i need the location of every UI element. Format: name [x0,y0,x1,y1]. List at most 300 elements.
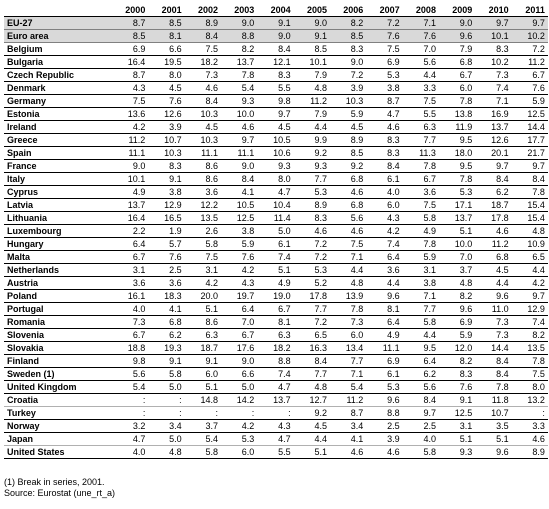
value-cell: 8.3 [439,368,475,381]
value-cell: 13.7 [257,394,293,407]
value-cell: 5.0 [148,433,184,446]
value-cell: 7.6 [439,381,475,394]
value-cell: 7.5 [512,368,548,381]
value-cell: 9.0 [330,56,366,69]
value-cell: 17.6 [221,342,257,355]
value-cell: 6.7 [512,69,548,82]
value-cell: 5.3 [294,264,330,277]
value-cell: 6.8 [330,199,366,212]
value-cell: 5.4 [221,82,257,95]
value-cell: 7.2 [294,238,330,251]
value-cell: 4.7 [112,433,148,446]
value-cell: 4.8 [294,82,330,95]
value-cell: 4.2 [221,420,257,433]
value-cell: 7.3 [185,69,221,82]
country-name: Portugal [4,303,112,316]
value-cell: 9.5 [403,342,439,355]
value-cell: 7.1 [330,368,366,381]
country-name: Finland [4,355,112,368]
country-name: Hungary [4,238,112,251]
table-row [4,225,548,238]
value-cell: : [112,394,148,407]
value-cell: 8.4 [512,173,548,186]
value-cell: 8.7 [112,17,148,30]
value-cell: 8.3 [257,69,293,82]
value-cell: 4.4 [512,264,548,277]
value-cell: 4.4 [403,329,439,342]
value-cell: 4.6 [512,433,548,446]
value-cell: 4.7 [257,186,293,199]
value-cell: 7.4 [366,238,402,251]
value-cell: 12.6 [148,108,184,121]
country-name: Slovenia [4,329,112,342]
value-cell: 9.0 [221,355,257,368]
value-cell: 8.4 [257,43,293,56]
value-cell: 7.9 [439,43,475,56]
value-cell: 20.0 [185,290,221,303]
value-cell: 7.5 [403,199,439,212]
year-header: 2011 [512,4,548,17]
value-cell: : [221,407,257,420]
table-row [4,43,548,56]
table-row [4,56,548,69]
value-cell: 8.7 [330,407,366,420]
value-cell: 10.4 [257,199,293,212]
value-cell: 7.7 [403,134,439,147]
value-cell: 4.8 [294,381,330,394]
value-cell: 3.6 [112,277,148,290]
value-cell: 18.2 [185,56,221,69]
value-cell: 12.1 [257,56,293,69]
value-cell: 5.1 [475,433,511,446]
table-row [4,147,548,160]
value-cell: 10.3 [330,95,366,108]
value-cell: 9.5 [439,160,475,173]
value-cell: 3.6 [148,277,184,290]
value-cell: 9.1 [257,17,293,30]
value-cell: 7.8 [403,238,439,251]
value-cell: 8.3 [366,147,402,160]
country-name: Norway [4,420,112,433]
table-row [4,303,548,316]
value-cell: 9.1 [148,173,184,186]
value-cell: 7.4 [512,316,548,329]
value-cell: 9.3 [294,160,330,173]
value-cell: 6.4 [112,238,148,251]
value-cell: 9.6 [475,290,511,303]
table-row [4,290,548,303]
value-cell: 9.7 [512,160,548,173]
value-cell: 4.4 [330,264,366,277]
value-cell: 8.2 [439,290,475,303]
value-cell: 6.1 [366,173,402,186]
value-cell: 5.8 [185,446,221,459]
value-cell: 7.5 [366,43,402,56]
value-cell: 6.6 [148,43,184,56]
value-cell: 5.3 [439,186,475,199]
value-cell: 13.7 [475,121,511,134]
value-cell: 21.7 [512,147,548,160]
value-cell: 10.3 [185,134,221,147]
value-cell: 10.0 [439,238,475,251]
value-cell: 8.8 [221,30,257,43]
value-cell: 7.6 [148,251,184,264]
value-cell: 16.4 [112,212,148,225]
value-cell: 9.1 [439,394,475,407]
table-row [4,212,548,225]
value-cell: 13.7 [112,199,148,212]
value-cell: 5.2 [294,277,330,290]
value-cell: 14.4 [475,342,511,355]
value-cell: 6.2 [148,329,184,342]
value-cell: 6.5 [512,251,548,264]
value-cell: 4.9 [112,186,148,199]
value-cell: 4.5 [475,264,511,277]
value-cell: 8.4 [475,355,511,368]
country-name: Japan [4,433,112,446]
value-cell: 10.6 [257,147,293,160]
value-cell: 3.7 [439,264,475,277]
value-cell: 18.7 [185,342,221,355]
value-cell: 6.9 [366,355,402,368]
value-cell: 3.8 [366,82,402,95]
value-cell: 4.1 [330,433,366,446]
value-cell: 18.2 [257,342,293,355]
value-cell: 3.8 [148,186,184,199]
value-cell: 8.5 [112,30,148,43]
value-cell: 10.7 [475,407,511,420]
value-cell: 20.1 [475,147,511,160]
value-cell: 9.7 [512,17,548,30]
value-cell: 4.3 [112,82,148,95]
value-cell: 6.1 [366,368,402,381]
country-name: Estonia [4,108,112,121]
country-name: Germany [4,95,112,108]
value-cell: 8.2 [221,43,257,56]
value-cell: 7.2 [366,17,402,30]
country-name: Turkey [4,407,112,420]
table-row [4,82,548,95]
country-name: Czech Republic [4,69,112,82]
value-cell: 7.4 [257,251,293,264]
value-cell: 11.9 [439,121,475,134]
value-cell: 13.7 [439,212,475,225]
country-name: France [4,160,112,173]
value-cell: 5.6 [330,212,366,225]
country-name: Croatia [4,394,112,407]
value-cell: 4.5 [257,121,293,134]
value-cell: 7.9 [294,69,330,82]
value-cell: 8.9 [512,446,548,459]
value-cell: 3.9 [330,82,366,95]
value-cell: 4.6 [330,186,366,199]
value-cell: 13.2 [512,394,548,407]
country-name: Greece [4,134,112,147]
table-row [4,407,548,420]
country-name: Spain [4,147,112,160]
value-cell: : [185,407,221,420]
value-cell: 11.2 [475,238,511,251]
value-cell: 5.9 [221,238,257,251]
value-cell: 5.3 [366,381,402,394]
value-cell: 11.1 [185,147,221,160]
value-cell: 9.2 [330,160,366,173]
value-cell: 19.7 [221,290,257,303]
value-cell: 5.3 [221,433,257,446]
value-cell: 11.1 [112,147,148,160]
footnote: (1) Break in series, 2001. [4,477,105,487]
value-cell: 7.9 [294,108,330,121]
value-cell: 9.6 [366,290,402,303]
value-cell: 4.6 [330,446,366,459]
year-header: 2001 [148,4,184,17]
value-cell: 8.0 [512,381,548,394]
value-cell: 7.6 [403,30,439,43]
value-cell: 6.0 [330,329,366,342]
value-cell: 5.0 [221,381,257,394]
value-cell: 7.6 [221,251,257,264]
value-cell: 4.6 [294,225,330,238]
value-cell: 13.5 [512,342,548,355]
value-cell: 10.1 [294,56,330,69]
value-cell: 5.6 [403,56,439,69]
value-cell: 7.0 [403,43,439,56]
value-cell: 19.5 [148,56,184,69]
value-cell: 8.5 [330,30,366,43]
value-cell: 4.0 [112,446,148,459]
value-cell: 15.4 [512,212,548,225]
value-cell: 8.4 [294,355,330,368]
value-cell: 6.9 [439,316,475,329]
value-cell: 6.7 [403,173,439,186]
value-cell: 9.6 [439,303,475,316]
value-cell: : [512,407,548,420]
value-cell: 9.1 [148,355,184,368]
value-cell: 14.2 [221,394,257,407]
value-cell: 5.9 [330,108,366,121]
value-cell: 7.7 [294,303,330,316]
value-cell: 7.6 [512,82,548,95]
value-cell: 11.0 [475,303,511,316]
country-name: Austria [4,277,112,290]
value-cell: 11.8 [475,394,511,407]
value-cell: 8.4 [221,173,257,186]
value-cell: 8.4 [185,95,221,108]
value-cell: 2.5 [366,420,402,433]
table-row [4,446,548,459]
value-cell: 9.3 [221,95,257,108]
table-row [4,17,548,30]
value-cell: 4.8 [439,277,475,290]
value-cell: 6.7 [439,69,475,82]
value-cell: 13.5 [185,212,221,225]
value-cell: 7.7 [403,303,439,316]
country-name: Sweden (1) [4,368,112,381]
value-cell: 8.5 [294,43,330,56]
value-cell: 9.6 [366,394,402,407]
value-cell: 5.1 [439,225,475,238]
value-cell: 7.1 [403,17,439,30]
table-row [4,394,548,407]
value-cell: : [112,407,148,420]
value-cell: 6.8 [330,173,366,186]
table-row [4,420,548,433]
source-note: Source: Eurostat (une_rt_a) [4,488,116,498]
value-cell: 7.3 [475,329,511,342]
value-cell: 17.8 [475,212,511,225]
value-cell: 5.3 [294,186,330,199]
value-cell: 9.0 [257,30,293,43]
country-name: Romania [4,316,112,329]
value-cell: 3.1 [403,264,439,277]
value-cell: 10.0 [221,108,257,121]
year-header: 2007 [366,4,402,17]
value-cell: 7.8 [475,381,511,394]
value-cell: 7.2 [512,43,548,56]
country-name: United States [4,446,112,459]
value-cell: 8.7 [366,95,402,108]
value-cell: 8.7 [112,69,148,82]
year-header: 2000 [112,4,148,17]
value-cell: 10.3 [148,147,184,160]
value-cell: 3.1 [439,420,475,433]
table-row [4,160,548,173]
value-cell: 10.2 [475,56,511,69]
value-cell: 4.7 [257,381,293,394]
value-cell: 17.7 [512,134,548,147]
value-cell: 6.8 [475,251,511,264]
country-name: Ireland [4,121,112,134]
value-cell: 4.5 [330,121,366,134]
value-cell: 12.7 [294,394,330,407]
value-cell: 10.5 [257,134,293,147]
value-cell: 7.5 [330,238,366,251]
country-name: Slovakia [4,342,112,355]
year-header: 2008 [403,4,439,17]
value-cell: 9.8 [257,95,293,108]
value-cell: 6.0 [439,82,475,95]
value-cell: 8.9 [330,134,366,147]
value-cell: 5.9 [403,251,439,264]
value-cell: 7.1 [403,290,439,303]
value-cell: 3.1 [185,264,221,277]
value-cell: 4.3 [366,212,402,225]
value-cell: 3.5 [475,420,511,433]
value-cell: 5.6 [112,368,148,381]
value-cell: 13.6 [112,108,148,121]
value-cell: 9.2 [294,147,330,160]
value-cell: 3.4 [148,420,184,433]
value-cell: 6.3 [257,329,293,342]
value-cell: 12.6 [475,134,511,147]
value-cell: 4.1 [221,186,257,199]
value-cell: 8.1 [148,30,184,43]
value-cell: 9.5 [439,134,475,147]
value-cell: 8.8 [257,355,293,368]
year-header: 2009 [439,4,475,17]
value-cell: 8.1 [257,316,293,329]
value-cell: 11.3 [403,147,439,160]
value-cell: 7.0 [439,251,475,264]
value-cell: 3.7 [185,420,221,433]
value-cell: 4.6 [330,225,366,238]
table-row [4,433,548,446]
country-name: Malta [4,251,112,264]
value-cell: 6.4 [221,303,257,316]
value-cell: 5.4 [330,381,366,394]
value-cell: 6.7 [221,329,257,342]
value-cell: 10.1 [112,173,148,186]
value-cell: 7.5 [185,43,221,56]
table-footer [4,477,115,499]
value-cell: 9.1 [294,30,330,43]
value-cell: 7.1 [330,251,366,264]
value-cell: 4.3 [257,420,293,433]
country-name: Denmark [4,82,112,95]
value-cell: 5.7 [148,238,184,251]
value-cell: 6.6 [221,368,257,381]
value-cell: 11.1 [366,342,402,355]
value-cell: 6.1 [257,238,293,251]
value-cell: 13.9 [330,290,366,303]
value-cell: 7.2 [294,316,330,329]
value-cell: 6.4 [366,316,402,329]
value-cell: : [148,407,184,420]
value-cell: 7.8 [439,173,475,186]
value-cell: 9.7 [475,17,511,30]
country-name: Lithuania [4,212,112,225]
value-cell: 9.7 [221,134,257,147]
value-cell: 1.9 [148,225,184,238]
value-cell: 3.6 [366,264,402,277]
value-cell: 11.1 [221,147,257,160]
value-cell: 5.1 [257,264,293,277]
value-cell: 10.1 [475,30,511,43]
value-cell: 16.1 [112,290,148,303]
value-cell: 7.2 [294,251,330,264]
value-cell: 5.5 [257,446,293,459]
unemployment-rate-table [4,4,548,459]
value-cell: 6.9 [366,56,402,69]
value-cell: 8.4 [185,30,221,43]
value-cell: 10.9 [512,238,548,251]
value-cell: 7.6 [366,30,402,43]
value-cell: 5.1 [185,381,221,394]
value-cell: 7.1 [475,95,511,108]
value-cell: 19.0 [257,290,293,303]
value-cell: 18.0 [439,147,475,160]
value-cell: 4.5 [294,420,330,433]
value-cell: 3.1 [112,264,148,277]
value-cell: 11.2 [512,56,548,69]
value-cell: 9.6 [475,446,511,459]
value-cell: 13.7 [221,56,257,69]
table-row [4,329,548,342]
value-cell: 4.0 [366,186,402,199]
value-cell: 4.9 [366,329,402,342]
value-cell: : [257,407,293,420]
value-cell: 8.9 [185,17,221,30]
value-cell: 5.4 [112,381,148,394]
value-cell: 5.9 [439,329,475,342]
value-cell: 7.0 [221,316,257,329]
value-cell: 5.5 [257,82,293,95]
country-name: Poland [4,290,112,303]
value-cell: 8.0 [257,173,293,186]
country-name: Belgium [4,43,112,56]
value-cell: 6.0 [366,199,402,212]
value-cell: 2.5 [148,264,184,277]
